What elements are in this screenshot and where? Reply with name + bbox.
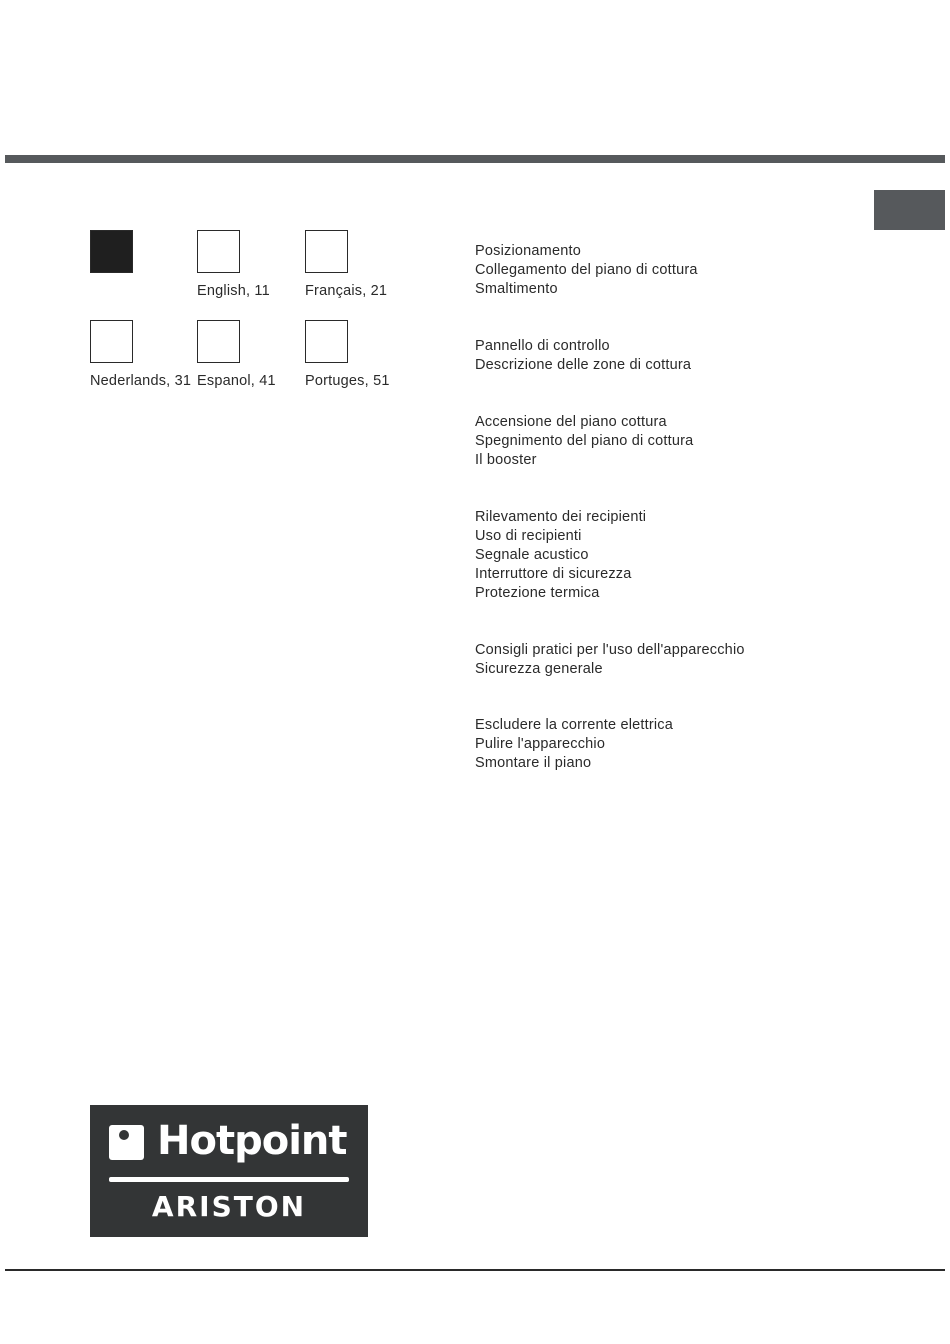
toc-item[interactable]: Protezione termica: [475, 585, 600, 601]
language-box-italiano[interactable]: [90, 230, 133, 273]
toc-item[interactable]: Pulire l'apparecchio: [475, 736, 606, 752]
toc-item[interactable]: Consigli pratici per l'uso dell'apparecchio: [475, 642, 745, 658]
hotpoint-ariston-logo: [90, 1105, 368, 1237]
toc-group-avvio: [475, 413, 693, 470]
toc-item[interactable]: Il booster: [475, 452, 537, 468]
language-label-english[interactable]: English, 11: [197, 283, 270, 299]
toc-item[interactable]: Smaltimento: [475, 281, 558, 297]
toc-item[interactable]: Pannello di controllo: [475, 338, 610, 354]
language-box-espanol[interactable]: [197, 320, 240, 363]
toc-item[interactable]: Sicurezza generale: [475, 661, 603, 677]
bottom-divider: [5, 1269, 945, 1271]
logo-divider: [109, 1177, 349, 1182]
toc-item[interactable]: Segnale acustico: [475, 547, 589, 563]
toc-item[interactable]: Rilevamento dei recipienti: [475, 509, 647, 525]
logo-sub-text: ARISTON: [151, 1190, 307, 1223]
toc-group-descrizione: [475, 337, 691, 375]
language-box-nederlands[interactable]: [90, 320, 133, 363]
language-label-espanol[interactable]: Espanol, 41: [197, 373, 276, 389]
toc-item[interactable]: Uso di recipienti: [475, 528, 582, 544]
language-box-francais[interactable]: [305, 230, 348, 273]
toc-item[interactable]: Accensione del piano cottura: [475, 414, 667, 430]
toc-item[interactable]: Interruttore di sicurezza: [475, 566, 632, 582]
language-box-portuges[interactable]: [305, 320, 348, 363]
toc-group-installazione: [475, 242, 698, 299]
top-divider: [5, 155, 945, 163]
toc-group-manutenzione: [475, 716, 673, 773]
language-label-francais[interactable]: Français, 21: [305, 283, 388, 299]
toc-item[interactable]: Smontare il piano: [475, 755, 592, 771]
language-label-portuges[interactable]: Portuges, 51: [305, 373, 390, 389]
logo-mark-icon: [109, 1125, 144, 1160]
toc-item[interactable]: Posizionamento: [475, 243, 581, 259]
toc-group-uso: [475, 508, 646, 603]
toc-item[interactable]: Escludere la corrente elettrica: [475, 717, 674, 733]
language-label-nederlands[interactable]: Nederlands, 31: [90, 373, 192, 389]
toc-group-precauzioni: [475, 641, 745, 679]
logo-brand-text: Hotpoint: [157, 1118, 347, 1164]
toc-item[interactable]: Descrizione delle zone di cottura: [475, 357, 692, 373]
toc-item[interactable]: Collegamento del piano di cottura: [475, 262, 698, 278]
language-box-english[interactable]: [197, 230, 240, 273]
section-tab-marker: [874, 190, 945, 230]
toc-item[interactable]: Spegnimento del piano di cottura: [475, 433, 694, 449]
